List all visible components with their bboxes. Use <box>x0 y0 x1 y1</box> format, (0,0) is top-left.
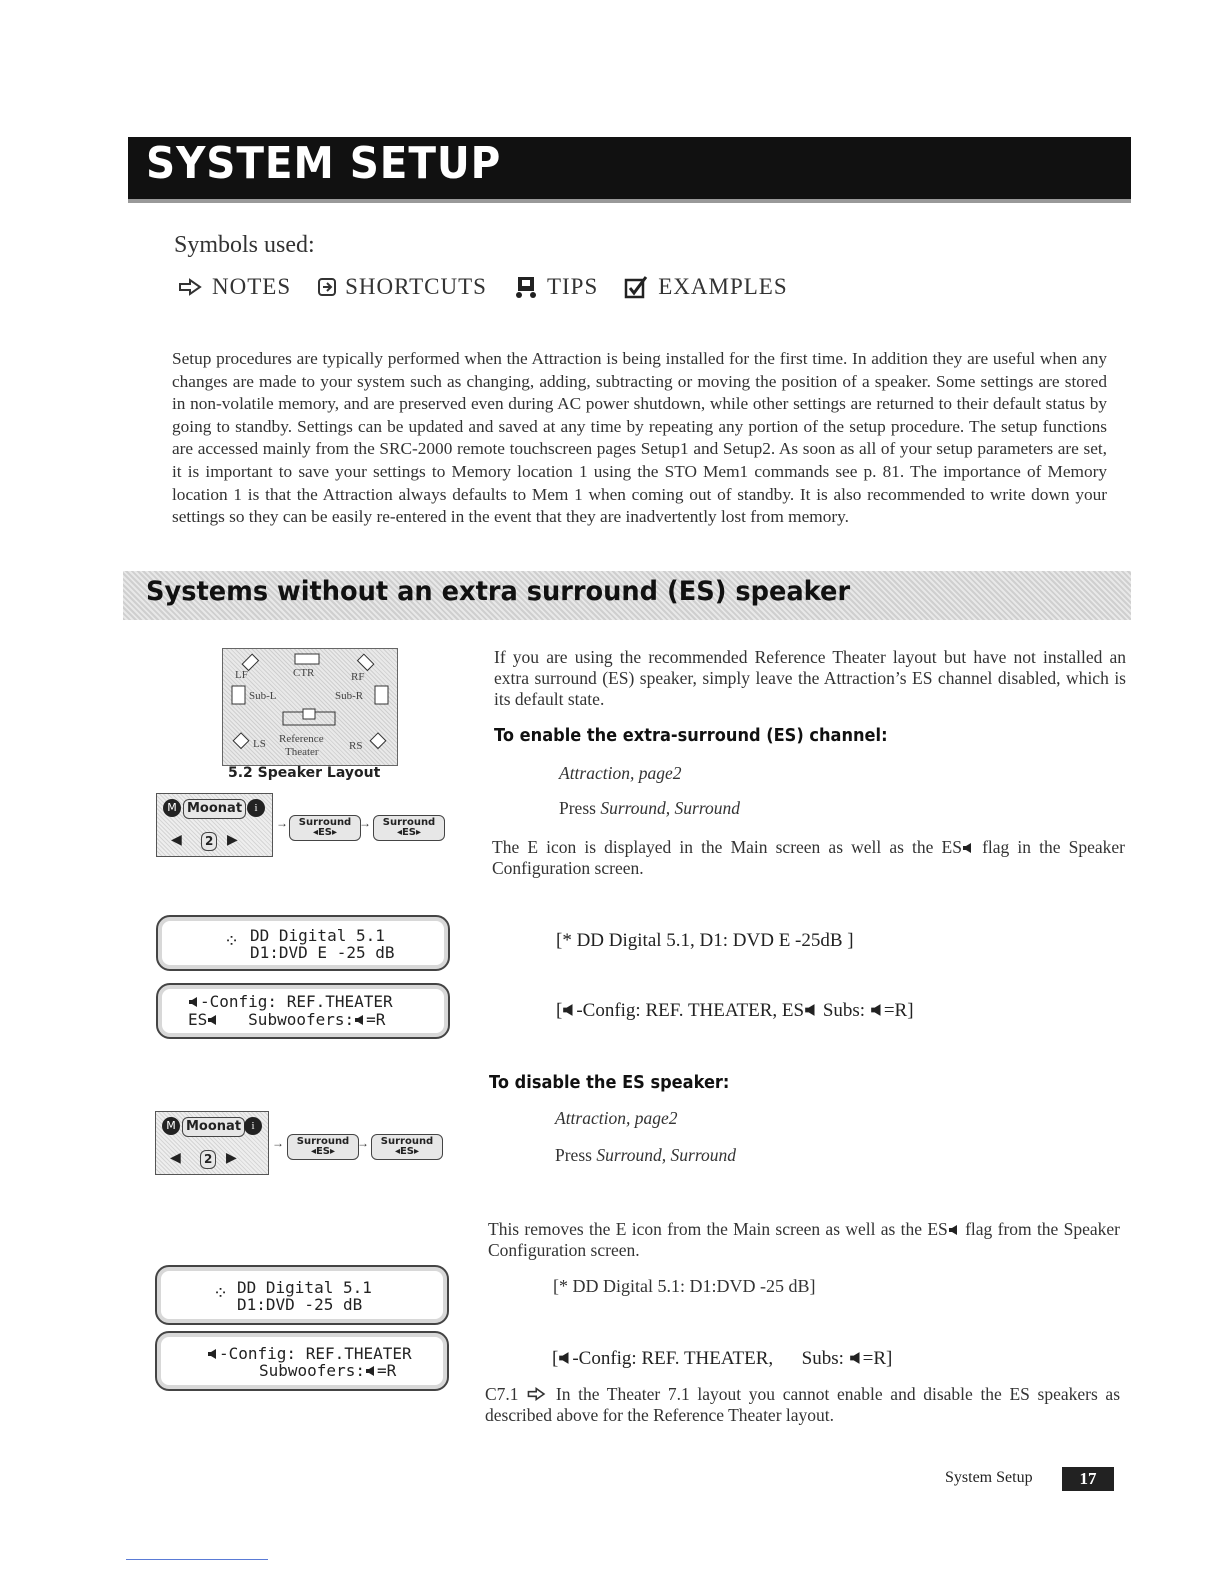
result-text: The E icon is displayed in the Main screen as well as the ES <box>492 837 962 857</box>
label-reference: Reference <box>279 733 324 745</box>
surround-button[interactable] <box>289 815 361 841</box>
surround-label: Surround <box>298 817 352 828</box>
lcd-line-1: DD Digital 5.1 <box>250 926 385 945</box>
step-action: Surround, Surround <box>596 1145 737 1165</box>
speaker-icon <box>207 1348 219 1360</box>
symbol-examples <box>624 274 787 300</box>
label-theater: Theater <box>285 746 319 758</box>
lcd-line-1 <box>207 1345 412 1362</box>
lcd-line-2 <box>188 1011 385 1028</box>
lcd-main-screen <box>156 915 450 971</box>
lcd-line-1 <box>188 993 393 1010</box>
symbol-label: SHORTCUTS <box>345 274 487 299</box>
lcd-config-text: -Config: REF.THEATER <box>200 992 393 1011</box>
subwoofers-value: =R <box>376 1361 397 1380</box>
menu-icon: M <box>162 1117 180 1135</box>
remote-brand-label: Moonat <box>183 799 246 819</box>
surround-label: Surround <box>382 817 436 828</box>
es-sublabel: ◂ES▸ <box>310 1146 336 1157</box>
lcd-line-2 <box>259 1362 396 1379</box>
es-label: ES <box>317 827 333 838</box>
lcd-config-text: -Config: REF.THEATER <box>219 1344 412 1363</box>
surround-label: Surround <box>296 1136 350 1147</box>
page-right-arrow-icon: ▶ <box>226 1150 237 1166</box>
result-text: flag in the Speaker Configuration screen. <box>492 837 1125 878</box>
dolby-dots-icon: ⁘ <box>224 931 240 951</box>
step-prefix: Press <box>559 798 601 818</box>
bracket: [ <box>552 1348 559 1369</box>
speaker-icon <box>558 1351 572 1365</box>
examples-check-icon <box>624 275 650 299</box>
subwoofers-value: =R <box>366 1010 386 1029</box>
theater-71-note <box>485 1384 1120 1426</box>
es-label: ES <box>315 1146 331 1157</box>
symbol-tips <box>513 274 598 300</box>
lcd-config-screen <box>155 1331 449 1391</box>
speaker-icon <box>365 1365 377 1377</box>
symbol-shortcuts <box>317 274 487 300</box>
label-rs: RS <box>349 740 363 752</box>
speaker-icon <box>207 1014 219 1026</box>
remote-brand-label: Moonat <box>182 1117 245 1137</box>
subs-value: =R] <box>883 1000 914 1021</box>
page-title: SYSTEM SETUP <box>146 138 502 189</box>
speaker-icon <box>188 996 200 1008</box>
speaker-icon <box>849 1351 863 1365</box>
speaker-icon <box>354 1014 366 1026</box>
notes-arrow-icon <box>178 278 204 296</box>
disable-step-1: Attraction, page2 <box>555 1108 678 1128</box>
es-sublabel: ◂ES▸ <box>394 1146 420 1157</box>
lcd-main-screen <box>155 1265 449 1325</box>
label-sub-r: Sub-R <box>335 690 364 702</box>
shortcuts-icon <box>317 277 337 297</box>
menu-icon: M <box>163 799 181 817</box>
speaker-icon <box>962 842 974 854</box>
enable-step-2 <box>559 798 740 819</box>
lcd-line-2: D1:DVD E -25 dB <box>250 943 395 962</box>
footnote-rule <box>126 1559 268 1560</box>
speaker-icon <box>948 1224 960 1236</box>
symbol-label: NOTES <box>212 274 292 299</box>
display-main-readout: [* DD Digital 5.1: D1:DVD -25 dB] <box>553 1276 816 1296</box>
surround-button[interactable] <box>371 1134 443 1160</box>
sequence-arrow-icon: → <box>272 1136 284 1150</box>
disable-result <box>488 1219 1120 1261</box>
figure-caption: 5.2 Speaker Layout <box>228 765 381 781</box>
label-lf: LF <box>235 669 248 681</box>
page-right-arrow-icon: ▶ <box>227 832 238 848</box>
es-flag: ES <box>188 1010 208 1029</box>
info-icon: i <box>247 799 265 817</box>
es-label: ES <box>401 827 417 838</box>
display-config-readout <box>552 1348 892 1370</box>
enable-step-1: Attraction, page2 <box>559 763 682 783</box>
label-sub-l: Sub-L <box>249 690 277 702</box>
surround-label: Surround <box>380 1136 434 1147</box>
tips-icon <box>513 275 539 299</box>
disable-step-2 <box>555 1145 736 1166</box>
sequence-arrow-icon: → <box>357 1136 369 1150</box>
remote-page-graphic <box>156 793 273 857</box>
lcd-line-2: D1:DVD -25 dB <box>237 1295 363 1314</box>
es-sublabel: ◂ES▸ <box>312 827 338 838</box>
enable-heading: To enable the extra-surround (ES) channel: <box>494 725 888 746</box>
subwoofers-label: Subwoofers: <box>248 1010 355 1029</box>
dolby-dots-icon: ⁘ <box>213 1283 229 1303</box>
notes-arrow-icon <box>526 1387 548 1401</box>
note-text: In the Theater 7.1 layout you cannot enable and disable the ES speakers as described above for the Reference Theater layout. <box>485 1384 1121 1425</box>
subs-label: Subs: <box>801 1348 849 1369</box>
symbol-label: TIPS <box>546 274 599 299</box>
footer-section-label: System Setup <box>945 1469 1033 1486</box>
subwoofers-label: Subwoofers: <box>259 1361 365 1380</box>
surround-button[interactable] <box>373 815 445 841</box>
sequence-arrow-icon: → <box>276 816 288 830</box>
info-icon: i <box>244 1117 262 1135</box>
page-number: 17 <box>1062 1467 1114 1491</box>
speaker-icon <box>804 1003 818 1017</box>
es-label: ES <box>399 1146 415 1157</box>
page-left-arrow-icon: ◀ <box>171 832 182 848</box>
section-title: Systems without an extra surround (ES) speaker <box>146 576 851 607</box>
speaker-icon <box>562 1003 576 1017</box>
result-text: flag from the Speaker Configuration screen. <box>488 1219 1120 1260</box>
step-prefix: Press <box>555 1145 597 1165</box>
page-left-arrow-icon: ◀ <box>170 1150 181 1166</box>
bracket: [ <box>556 1000 563 1021</box>
remote-page-graphic <box>155 1111 269 1175</box>
display-main-readout: [* DD Digital 5.1, D1: DVD E -25dB ] <box>556 930 854 951</box>
remote-page-number: 2 <box>200 1150 216 1169</box>
symbol-label: EXAMPLES <box>658 274 788 299</box>
label-ls: LS <box>253 738 266 750</box>
symbols-legend <box>178 274 814 300</box>
enable-intro: If you are using the recommended Reference Theater layout but have not installed an extra surround (ES) speaker, simply leave the Attraction’s ES channel disabled, which is its default state. <box>494 647 1126 709</box>
subs-value: =R] <box>862 1348 893 1369</box>
label-rf: RF <box>351 671 365 683</box>
label-ctr: CTR <box>293 667 315 679</box>
lcd-line-1: DD Digital 5.1 <box>237 1278 372 1297</box>
lcd-config-screen <box>156 983 450 1039</box>
subs-label: Subs: <box>818 1000 870 1021</box>
disable-heading: To disable the ES speaker: <box>489 1072 730 1093</box>
symbol-notes <box>178 274 291 300</box>
step-action: Surround, Surround <box>600 798 741 818</box>
intro-paragraph: Setup procedures are typically performed when the Attraction is being installed for the first time. In addition they are useful when any changes are made to your system such as changing, adding, subtracting or moving the position of a speaker. Some settings are stored in non-volatile memory, and are preserved even during AC power shutdown, while other settings are returned to their default status by going to standby. Settings can be updated and saved at any time by repeating any portion of the setup procedure. The setup functions are accessed mainly from the SRC-2000 remote touchscreen pages Setup1 and Setup2. As soon as all of your setup parameters are set, it is important to save your settings to Memory location 1 using the STO Mem1 commands see p. 81. The importance of Memory location 1 is that the Attraction always defaults to Mem 1 when coming out of standby. It is also recommended to write down your settings so they can be easily re-entered in the event that they are inadvertently lost from memory. <box>172 349 1107 527</box>
display-config-readout <box>556 1000 914 1022</box>
speaker-icon <box>870 1003 884 1017</box>
surround-button[interactable] <box>287 1134 359 1160</box>
remote-page-number: 2 <box>201 832 217 851</box>
config-text: -Config: REF. THEATER, <box>572 1348 774 1369</box>
symbols-heading: Symbols used: <box>174 232 315 258</box>
es-sublabel: ◂ES▸ <box>396 827 422 838</box>
config-text: -Config: REF. THEATER, ES <box>576 1000 805 1021</box>
note-prefix: C7.1 <box>485 1384 519 1404</box>
speaker-layout-diagram <box>222 648 398 766</box>
result-text: This removes the E icon from the Main screen as well as the ES <box>488 1219 948 1239</box>
enable-result <box>492 837 1125 879</box>
sequence-arrow-icon: → <box>359 816 371 830</box>
